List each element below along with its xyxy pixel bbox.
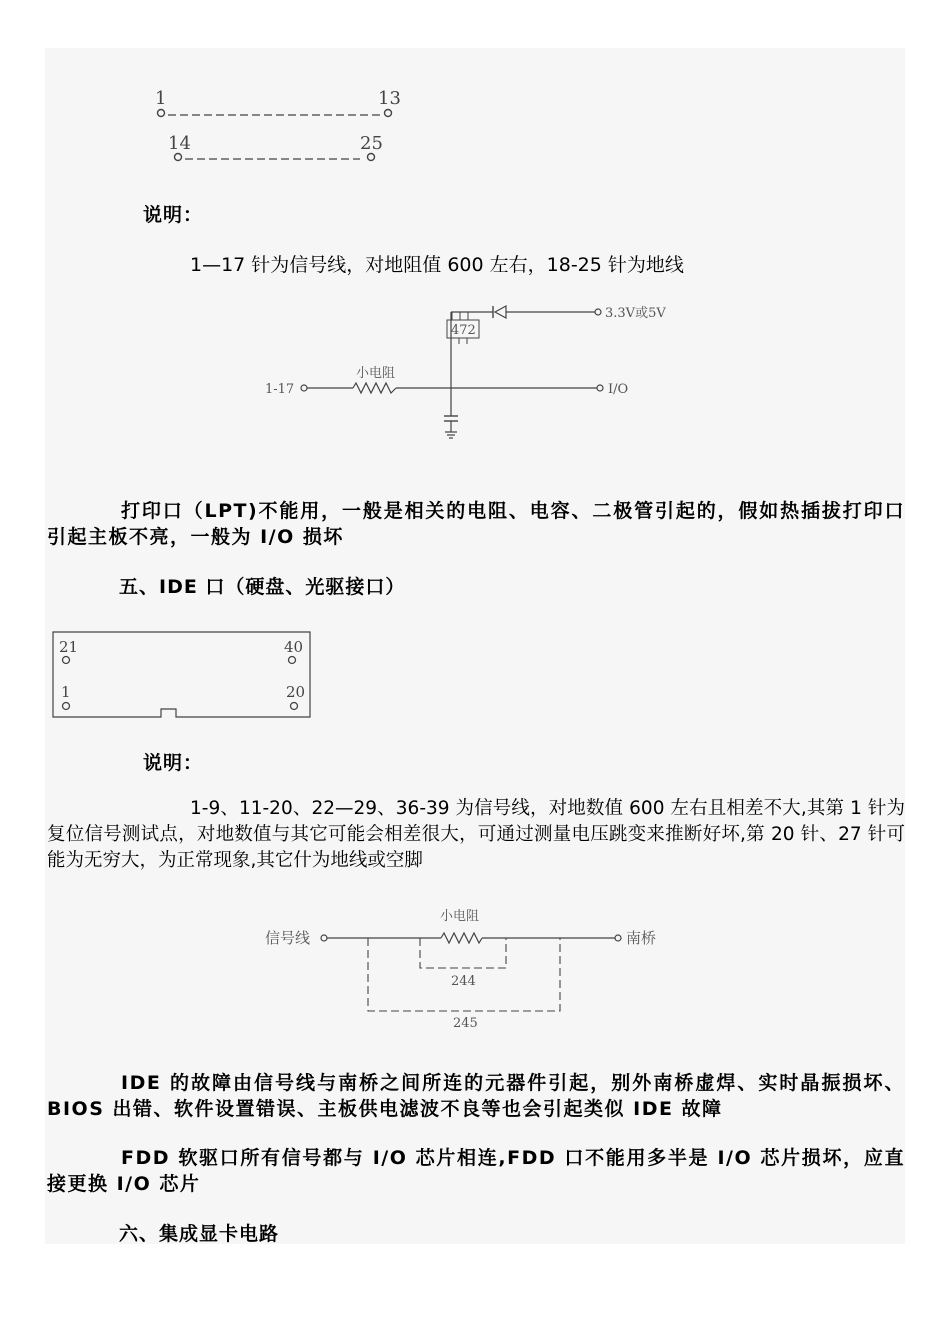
lpt-fault-paragraph: 打印口（LPT)不能用，一般是相关的电阻、电容、二极管引起的，假如热插拔打印口引起主板不亮，一般为 I/O 损坏: [47, 500, 905, 548]
supply-label: 3.3V或5V: [605, 306, 666, 321]
ide-small-resistor-label: 小电阻: [440, 909, 480, 924]
lpt-pin-13-label: 13: [378, 88, 401, 109]
input-terminal: [301, 385, 307, 391]
lpt-pin-1: [158, 110, 165, 117]
ide-pin-40: [289, 657, 296, 664]
lpt-circuit-diagram: [255, 298, 695, 448]
diode-symbol: [493, 306, 506, 318]
ide-fault-paragraph: IDE 的故障由信号线与南桥之间所连的元器件引起，别外南桥虚焊、实时晶振损坏、BIOS 出错、软件设置错误、主板供电滤波不良等也会引起类似 IDE 故障: [47, 1072, 905, 1120]
ide-pin-1: [63, 703, 70, 710]
lpt-pin-25-label: 25: [360, 133, 383, 154]
ide-note-text: 1-9、11-20、22—29、36-39 为信号线，对地数值 600 左右且相差不大,其第 1 针为复位信号测试点，对地数值与其它可能会相差很大，可通过测量电压跳变来推断好坏,第 20 针、27 针可能为无穷大，为正常现象,其它什为地线或空脚: [47, 798, 905, 871]
ide-connector-outline: [53, 632, 310, 717]
resistor-pack-label: 472: [451, 323, 476, 338]
lpt-note-heading: 说明：: [143, 204, 204, 226]
label-245: 245: [453, 1016, 478, 1031]
ide-pin-1-label: 1: [61, 683, 71, 701]
ide-pin-21-label: 21: [59, 638, 79, 656]
supply-terminal: [595, 309, 601, 315]
lpt-pin-14: [175, 154, 182, 161]
label-244: 244: [451, 974, 476, 989]
southbridge-terminal: [615, 935, 621, 941]
signal-line-label: 信号线: [265, 929, 311, 947]
ide-pin-20: [291, 703, 298, 710]
section-6-title: 六、集成显卡电路: [119, 1223, 280, 1245]
southbridge-label: 南桥: [626, 929, 657, 947]
dashed-loop-244: [420, 938, 506, 968]
capacitor-ground-symbol: [444, 416, 458, 438]
ide-note-heading: 说明：: [143, 752, 204, 774]
fdd-paragraph: FDD 软驱口所有信号都与 I/O 芯片相连,FDD 口不能用多半是 I/O 芯片损坏，应直接更换 I/O 芯片: [47, 1147, 905, 1195]
lpt-note-text: 1—17 针为信号线，对地阻值 600 左右，18-25 针为地线: [190, 254, 684, 276]
ide-pin-40-label: 40: [284, 638, 304, 656]
lpt-pin-14-label: 14: [168, 133, 191, 154]
input-label: 1-17: [265, 382, 295, 397]
lpt-pinout-diagram: [140, 80, 420, 170]
ide-connector-diagram: [50, 630, 315, 722]
ide-circuit-diagram: [260, 900, 680, 1035]
output-label: I/O: [608, 382, 629, 397]
ide-pin-21: [63, 657, 70, 664]
ide-pin-20-label: 20: [286, 683, 306, 701]
section-5-title: 五、IDE 口（硬盘、光驱接口）: [119, 576, 406, 598]
output-terminal: [597, 385, 603, 391]
ide-small-resistor-symbol: [441, 933, 482, 943]
lpt-pin-13: [385, 110, 392, 117]
small-resistor-label: 小电阻: [356, 366, 396, 381]
lpt-pin-1-label: 1: [155, 88, 167, 109]
signal-terminal: [321, 935, 327, 941]
small-resistor-symbol: [353, 383, 396, 393]
lpt-pin-25: [368, 154, 375, 161]
